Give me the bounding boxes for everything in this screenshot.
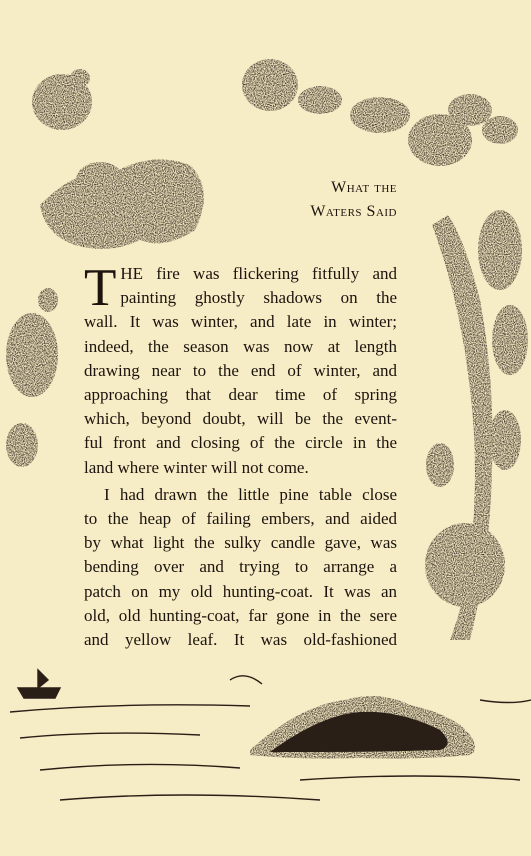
- text-line: approaching that dear time of spring: [84, 385, 397, 405]
- chapter-heading-line-2: Waters Said: [310, 203, 397, 220]
- drop-cap: T: [84, 259, 117, 317]
- text-line: ful front and closing of the circle in the: [84, 433, 397, 453]
- text-line: painting ghostly shadows on the: [120, 288, 397, 308]
- text-line: and yellow leaf. It was old-fashioned: [84, 630, 397, 650]
- paragraph-1: [84, 259, 397, 480]
- boat-sketch: [18, 688, 60, 698]
- text-line: HE fire was flickering fitfully and: [120, 264, 397, 283]
- leaf-cluster-left-margin: [6, 313, 58, 397]
- paragraph-2: [84, 483, 397, 652]
- body-text: [84, 259, 397, 652]
- text-line: to the heap of failing embers, and aided: [84, 509, 397, 529]
- text-line: which, beyond doubt, will be the event-: [84, 409, 397, 429]
- chapter-heading: [250, 176, 397, 224]
- text-line: I had drawn the little pine table close: [104, 484, 397, 504]
- text-line: bending over and trying to arrange a: [84, 557, 397, 577]
- shoreline-waves: [10, 705, 250, 712]
- text-line: indeed, the season was now at length: [84, 336, 397, 356]
- leaf-cluster-right-lower: [425, 523, 505, 607]
- text-line: wall. It was winter, and late in winter;: [84, 312, 397, 332]
- text-line: patch on my old hunting-coat. It was an: [84, 581, 397, 601]
- text-line: land where winter will not come.: [84, 457, 309, 477]
- leaf-cluster-top-right: [242, 59, 298, 111]
- text-line: drawing near to the end of winter, and: [84, 360, 397, 380]
- text-line: by what light the sulky candle gave, was: [84, 533, 397, 553]
- text-line: old, old hunting-coat, far gone in the sere: [84, 605, 397, 625]
- chapter-heading-line-1: What the: [331, 179, 397, 196]
